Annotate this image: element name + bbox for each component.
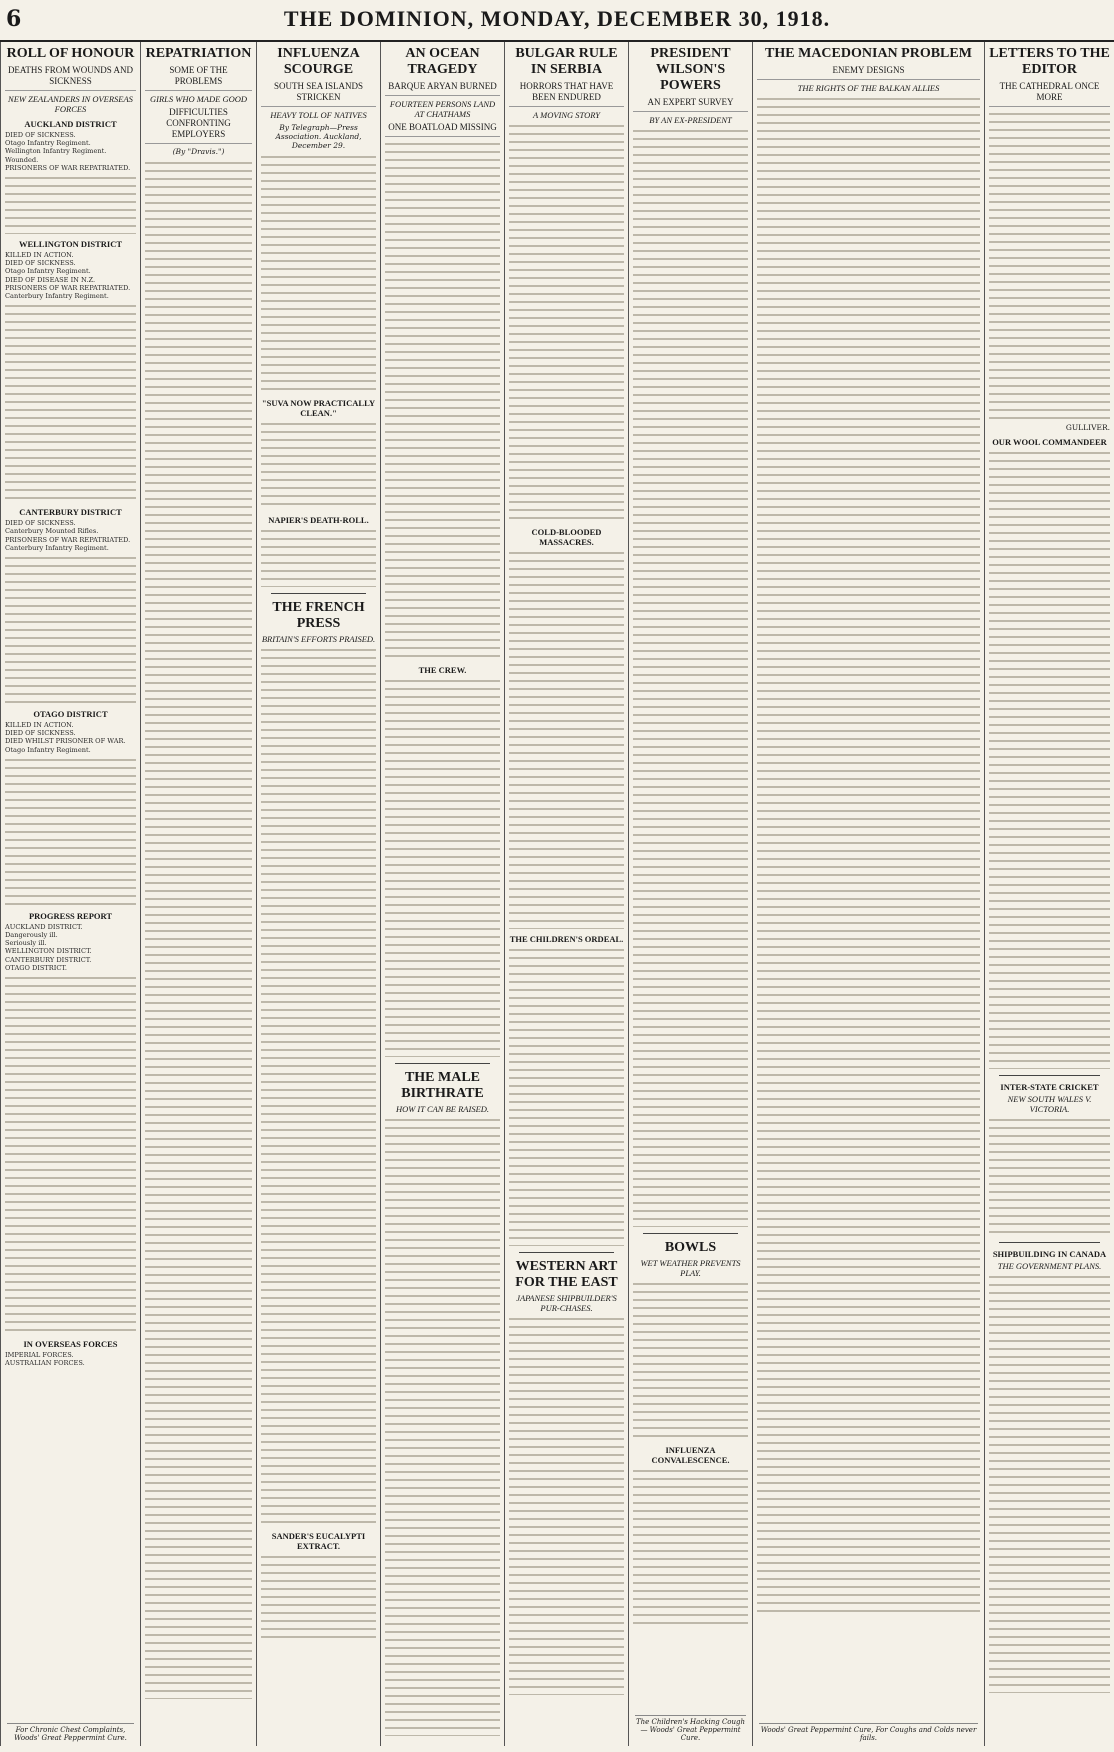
- list-line: DIED OF SICKNESS.: [5, 729, 76, 738]
- article-body: [757, 95, 980, 1615]
- text-block: [5, 174, 136, 234]
- section-head: AUCKLAND DISTRICT: [24, 119, 117, 129]
- section-head: "SUVA NOW PRACTICALLY CLEAN.": [261, 398, 376, 418]
- sub-headline: NEW SOUTH WALES V. VICTORIA.: [1007, 1094, 1092, 1114]
- headline: REPATRIATION: [145, 46, 252, 61]
- column-letters: [984, 42, 1114, 1746]
- list-line: IMPERIAL FORCES.: [5, 1351, 74, 1360]
- sub-headline: BRITAIN'S EFFORTS PRAISED.: [261, 634, 376, 644]
- advertisement: SANDER'S EUCALYPTI EXTRACT.: [271, 1531, 366, 1551]
- list-line: DIED OF SICKNESS.: [5, 131, 76, 139]
- section-head: PROGRESS REPORT: [28, 910, 113, 921]
- column-repatriation: [140, 42, 256, 1746]
- sub-headline: FOURTEEN PERSONS LAND AT CHATHAMS: [389, 99, 496, 119]
- subhead: BARQUE ARYAN BURNED: [385, 81, 500, 96]
- list-line: Canterbury Infantry Regiment.: [5, 292, 109, 301]
- column-president-wilson: [628, 42, 752, 1746]
- sub-headline: JAPANESE SHIPBUILDER'S PUR-CHASES.: [516, 1293, 617, 1313]
- section-head: IN OVERSEAS FORCES: [23, 1339, 118, 1350]
- article-body: [385, 140, 500, 660]
- article-body: [989, 110, 1110, 420]
- sub-headline: THE RIGHTS OF THE BALKAN ALLIES: [797, 83, 940, 93]
- subhead: ENEMY DESIGNS: [757, 65, 980, 80]
- list-line: DIED WHILST PRISONER OF WAR.: [5, 737, 126, 746]
- list-line: KILLED IN ACTION.: [5, 251, 74, 260]
- text-block: [5, 302, 136, 502]
- article-body: [509, 122, 624, 522]
- headline: PRESIDENT WILSON'S POWERS: [650, 46, 731, 93]
- section-head: THE CHILDREN'S ORDEAL.: [509, 934, 624, 944]
- list-line: Dangerously ill.: [5, 931, 58, 940]
- text-block: [261, 1553, 376, 1643]
- list-line: Otago Infantry Regiment.: [5, 745, 91, 754]
- list-line: Canterbury Infantry Regiment.: [5, 543, 109, 552]
- byline: By Telegraph—Press Association. Auckland, December 29.: [275, 123, 362, 150]
- headline: BOWLS: [664, 1240, 717, 1255]
- article-body: [385, 1116, 500, 1736]
- headline: THE MACEDONIAN PROBLEM: [765, 46, 972, 61]
- list-line: AUCKLAND DISTRICT.: [5, 922, 83, 931]
- page-number: 6: [6, 6, 22, 32]
- section-head: SHIPBUILDING IN CANADA: [992, 1249, 1107, 1259]
- headline: ROLL OF HONOUR: [6, 46, 135, 61]
- section-head: OTAGO DISTRICT: [33, 709, 108, 720]
- list-line: Seriously ill.: [5, 939, 47, 948]
- text-block: [5, 756, 136, 906]
- article-body: [989, 449, 1110, 1069]
- list-line: Wounded.: [5, 155, 39, 164]
- list-line: OTAGO DISTRICT.: [5, 963, 67, 972]
- newspaper-title: THE DOMINION, MONDAY, DECEMBER 30, 1918.: [283, 6, 831, 31]
- headline: THE MALE BIRTHRATE: [401, 1070, 484, 1101]
- column-bulgar-rule: [504, 42, 628, 1746]
- article-body: [633, 1280, 748, 1440]
- article-body: [509, 946, 624, 1246]
- sub-headline: THE GOVERNMENT PLANS.: [997, 1261, 1102, 1271]
- list-line: DIED OF SICKNESS.: [5, 259, 76, 268]
- list-line: WELLINGTON DISTRICT.: [5, 947, 92, 956]
- headline: LETTERS TO THE EDITOR: [989, 46, 1110, 77]
- divider: [519, 1252, 614, 1253]
- section-head: THE CREW.: [418, 665, 467, 675]
- headline: AN OCEAN TRAGEDY: [405, 46, 480, 77]
- list-line: Canterbury Mounted Rifles.: [5, 527, 99, 536]
- signature: GULLIVER.: [1065, 423, 1110, 432]
- text-block: [5, 974, 136, 1334]
- list-line: KILLED IN ACTION.: [5, 721, 74, 730]
- article-body: [261, 527, 376, 587]
- article-body: [145, 159, 252, 1699]
- column-roll-of-honour: [0, 42, 140, 1746]
- section-head: INFLUENZA CONVALESCENCE.: [651, 1445, 730, 1465]
- list-line: AUSTRALIAN FORCES.: [5, 1359, 85, 1368]
- section-head: WELLINGTON DISTRICT: [18, 239, 123, 250]
- section-head: NAPIER'S DEATH-ROLL.: [268, 515, 369, 525]
- list-line: DIED OF SICKNESS.: [5, 519, 76, 528]
- list-line: DIED OF DISEASE IN N.Z.: [5, 275, 96, 284]
- section-head: INTER-STATE CRICKET: [1000, 1082, 1099, 1092]
- subhead: SOUTH SEA ISLANDS STRICKEN: [261, 81, 376, 107]
- subhead: DEATHS FROM WOUNDS AND SICKNESS: [5, 65, 136, 91]
- article-body: [261, 420, 376, 510]
- advertisement: Woods' Great Peppermint Cure, For Coughs and Colds never fails.: [759, 1723, 978, 1742]
- sub-headline: DIFFICULTIES CONFRONTING EMPLOYERS: [145, 107, 252, 144]
- section-head: COLD-BLOODED MASSACRES.: [531, 527, 602, 547]
- sub-headline: HEAVY TOLL OF NATIVES: [270, 110, 367, 120]
- article-body: [509, 1315, 624, 1695]
- column-ocean-tragedy: [380, 42, 504, 1746]
- article-body: [509, 549, 624, 929]
- divider: [271, 593, 366, 594]
- divider: [643, 1233, 738, 1234]
- headline: INFLUENZA SCOURGE: [277, 46, 360, 77]
- column-influenza: [256, 42, 380, 1746]
- headline: WESTERN ART FOR THE EAST: [515, 1259, 618, 1290]
- sub-headline: NEW ZEALANDERS IN OVERSEAS FORCES: [8, 94, 133, 114]
- article-body: [633, 1467, 748, 1627]
- advertisement: For Chronic Chest Complaints, Woods' Great Peppermint Cure.: [7, 1723, 134, 1742]
- sub-headline: ONE BOATLOAD MISSING: [385, 122, 500, 137]
- article-body: [261, 646, 376, 1526]
- subhead: HORRORS THAT HAVE BEEN ENDURED: [509, 81, 624, 107]
- subhead: AN EXPERT SURVEY: [633, 97, 748, 112]
- sub-headline: GIRLS WHO MADE GOOD: [149, 94, 248, 104]
- list-line: Otago Infantry Regiment.: [5, 267, 91, 276]
- byline: (By "Dravis."): [172, 147, 225, 156]
- sub-headline: A MOVING STORY: [532, 110, 601, 120]
- advertisement: The Children's Hacking Cough— Woods' Great Peppermint Cure.: [635, 1715, 746, 1742]
- article-body: [989, 1116, 1110, 1236]
- list-line: PRISONERS OF WAR REPATRIATED.: [5, 163, 131, 172]
- list-line: Otago Infantry Regiment.: [5, 139, 91, 148]
- masthead: [0, 0, 1114, 42]
- subhead: THE CATHEDRAL ONCE MORE: [989, 81, 1110, 107]
- sub-headline: BY AN EX-PRESIDENT: [649, 115, 732, 125]
- list-line: PRISONERS OF WAR REPATRIATED.: [5, 535, 131, 544]
- article-body: [385, 677, 500, 1057]
- article-body: [261, 153, 376, 393]
- sub-headline: HOW IT CAN BE RAISED.: [395, 1104, 490, 1114]
- section-head: CANTERBURY DISTRICT: [19, 507, 122, 518]
- section-head: OUR WOOL COMMANDEER: [992, 437, 1107, 447]
- list-line: CANTERBURY DISTRICT.: [5, 955, 92, 964]
- column-macedonian-problem: [752, 42, 984, 1746]
- headline: BULGAR RULE IN SERBIA: [515, 46, 618, 77]
- divider: [999, 1242, 1100, 1243]
- list-line: Wellington Infantry Regiment.: [5, 147, 107, 156]
- article-body: [633, 127, 748, 1227]
- article-body: [989, 1273, 1110, 1693]
- text-block: [5, 554, 136, 704]
- divider: [395, 1063, 490, 1064]
- sub-headline: WET WEATHER PREVENTS PLAY.: [640, 1258, 741, 1278]
- headline: THE FRENCH PRESS: [272, 600, 365, 631]
- list-line: PRISONERS OF WAR REPATRIATED.: [5, 283, 131, 292]
- subhead: SOME OF THE PROBLEMS: [145, 65, 252, 91]
- divider: [999, 1075, 1100, 1076]
